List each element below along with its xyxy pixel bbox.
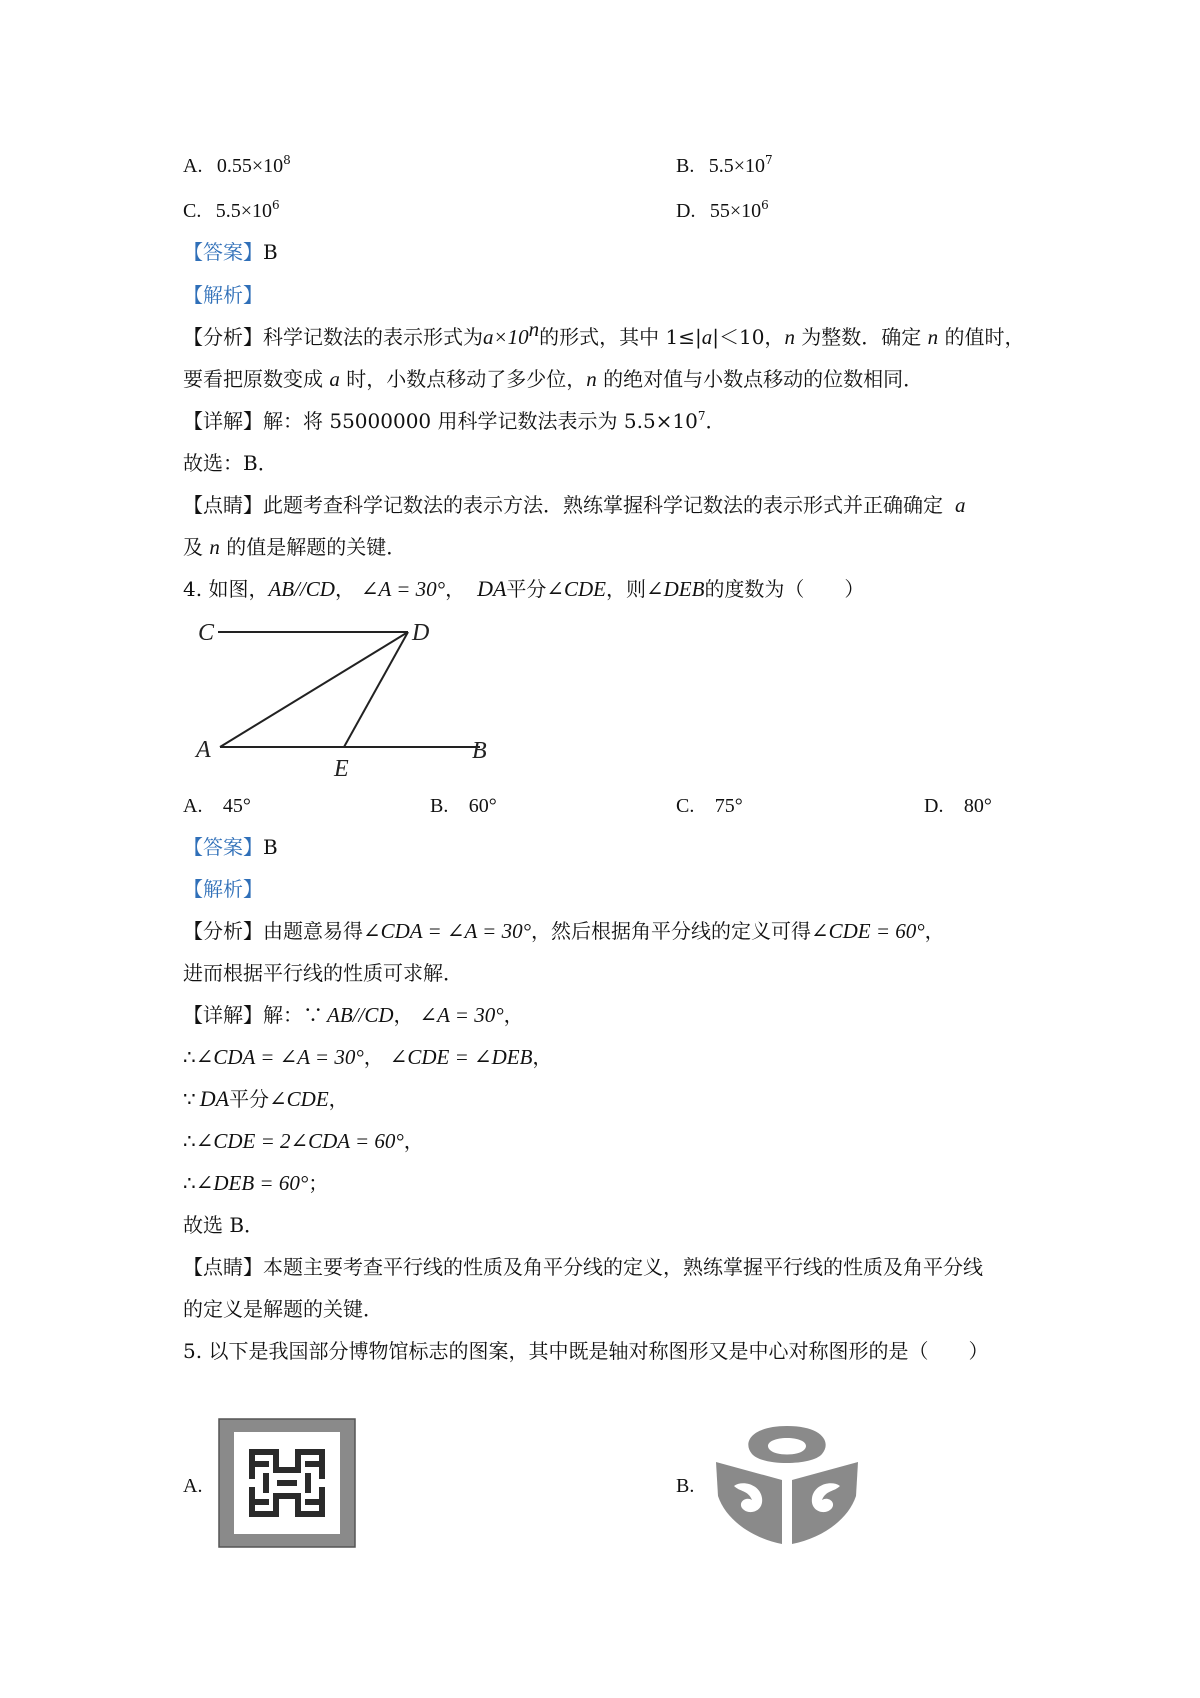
xiangjie-tag: 【详解】 [183, 1003, 263, 1027]
fenxi-tag: 【分析】 [183, 919, 263, 943]
math: a×10 [483, 325, 529, 349]
fenxi-tag: 【分析】 [183, 325, 263, 349]
math: ∠DEB = 60° [195, 1171, 309, 1195]
label-d: D [412, 620, 430, 646]
text: ， [334, 577, 355, 601]
museum-logo-b-image [712, 1420, 862, 1550]
text: 要看把原数变成 [183, 367, 330, 391]
q4-step1 [183, 1042, 552, 1072]
option-value: 55×10 [709, 200, 762, 222]
label-a: A [196, 737, 211, 763]
text: 4. 如图， [183, 577, 269, 601]
text: 时，小数点移动了多少位， [339, 367, 587, 391]
math: ∠CDE = 60° [811, 919, 925, 943]
q4-option-c [676, 790, 743, 821]
answer-tag: 【答案】 [183, 240, 263, 264]
museum-logo-a-image [218, 1418, 358, 1548]
text: ． [705, 409, 726, 433]
line-ad [220, 632, 408, 747]
text: ，则 [606, 577, 647, 601]
option-exponent: 8 [283, 153, 291, 167]
therefore-symbol: ∴ [183, 1129, 196, 1153]
option-letter: D. [924, 795, 944, 817]
math: AB//CD [268, 577, 335, 601]
line-de [344, 632, 408, 747]
q5-stem: 5. 以下是我国部分博物馆标志的图案，其中既是轴对称图形又是中心对称图形的是（ ） [183, 1339, 989, 1363]
text: ，然后根据角平分线的定义可得 [531, 919, 811, 943]
text: 平分 [229, 1087, 270, 1111]
option-exponent: 7 [764, 153, 773, 167]
option-value: 60° [468, 795, 497, 817]
text: 解：∵ [263, 1003, 323, 1027]
text: ， [393, 1003, 414, 1027]
option-exponent: 6 [271, 198, 280, 212]
q5-option-b-label [676, 1470, 694, 1501]
therefore-symbol: ∴ [183, 1045, 196, 1069]
q3-analysis-tag: 【解析】 [183, 283, 263, 307]
label-b: B [472, 738, 487, 764]
q4-fenxi-line2: 进而根据平行线的性质可求解． [183, 961, 463, 985]
q3-option-b [676, 150, 773, 181]
text: ， [532, 1045, 553, 1069]
answer-value: B [263, 835, 278, 859]
dianjing-tag: 【点睛】 [183, 1255, 263, 1279]
label-c: C [198, 620, 215, 646]
q3-fenxi-line2 [183, 364, 923, 394]
q4-option-d [924, 790, 992, 821]
q4-answer [183, 832, 278, 862]
math: n [784, 325, 795, 349]
math: a [701, 325, 713, 349]
text: 的值是解题的关键． [219, 535, 407, 559]
text: 及 [183, 535, 210, 559]
text: ， [924, 919, 945, 943]
math: ∠CDE [546, 577, 607, 601]
q3-option-d [676, 195, 769, 226]
text: ， [503, 1003, 524, 1027]
text: 由题意易得 [263, 919, 363, 943]
math: ∠A = 30° [360, 577, 446, 601]
text: ； [308, 1171, 329, 1195]
q4-option-a [183, 790, 251, 821]
math: ∠CDA = ∠A = 30° [363, 919, 531, 943]
option-exponent: 6 [761, 198, 769, 212]
text: 的绝对值与小数点移动的位数相同． [596, 367, 924, 391]
option-value: 0.55×10 [216, 155, 284, 177]
option-letter: C. [676, 795, 695, 817]
q4-step3 [183, 1126, 424, 1156]
math: ∠DEB [646, 577, 705, 601]
xiangjie-tag: 【详解】 [183, 409, 263, 433]
option-letter: B. [676, 1475, 695, 1497]
text: 解：将 55000000 用科学记数法表示为 5.5×10 [263, 409, 698, 433]
text: |＜10， [712, 325, 785, 349]
math: ∠CDA = ∠A = 30° [195, 1045, 364, 1069]
option-letter: A. [183, 1475, 203, 1497]
text: 科学记数法的表示形式为 [263, 325, 483, 349]
text: ， [445, 577, 466, 601]
answer-value: B [263, 240, 278, 264]
q4-analysis-tag: 【解析】 [183, 877, 263, 901]
math: ∠A = 30° [419, 1003, 504, 1027]
math: AB//CD [327, 1003, 394, 1027]
option-value: 45° [222, 795, 251, 817]
q3-answer [183, 237, 278, 267]
q4-choice: 故选 B． [183, 1213, 265, 1237]
math: DA [199, 1086, 230, 1111]
because-symbol: ∵ [183, 1087, 196, 1111]
q3-dianjing-line2 [183, 532, 406, 562]
therefore-symbol: ∴ [183, 1171, 196, 1195]
q3-option-a [183, 150, 291, 181]
q4-dianjing-line2: 的定义是解题的关键． [183, 1297, 383, 1321]
q5-option-a-label [183, 1470, 202, 1501]
q4-fenxi-line1 [183, 916, 945, 946]
label-e: E [334, 756, 349, 780]
option-letter: D. [676, 200, 696, 222]
option-value: 5.5×10 [215, 200, 272, 222]
q3-xiangjie [183, 406, 726, 436]
math: ∠CDE = 2∠CDA = 60° [195, 1129, 404, 1153]
option-letter: A. [183, 155, 203, 177]
math: DA [477, 576, 507, 601]
text: ， [403, 1129, 424, 1153]
exponent: 7 [697, 409, 706, 423]
q4-step2 [183, 1084, 349, 1114]
text: 的形式，其中 1≤| [539, 325, 702, 349]
option-value: 5.5×10 [708, 155, 765, 177]
option-letter: B. [430, 795, 449, 817]
math: n [209, 535, 220, 559]
text: 的值时， [938, 325, 1025, 349]
text: 平分 [506, 577, 547, 601]
text: 此题考查科学记数法的表示方法．熟练掌握科学记数法的表示形式并正确确定 [263, 493, 943, 517]
exponent: n [528, 317, 540, 341]
q3-option-c [183, 195, 280, 226]
q3-dianjing-line1 [183, 490, 966, 520]
math: a [955, 493, 966, 517]
option-letter: C. [183, 200, 202, 222]
q4-figure [190, 610, 500, 780]
dianjing-tag: 【点睛】 [183, 493, 263, 517]
text: 的度数为（ ） [704, 577, 865, 601]
option-letter: B. [676, 155, 695, 177]
math: a [329, 367, 340, 391]
text: 本题主要考查平行线的性质及角平分线的定义，熟练掌握平行线的性质及角平分线 [263, 1255, 983, 1279]
q4-dianjing-line1 [183, 1252, 983, 1282]
q4-xiangjie [183, 1000, 524, 1030]
q4-step4 [183, 1168, 328, 1198]
q3-fenxi-line1 [183, 317, 1025, 352]
math: n [586, 367, 597, 391]
answer-tag: 【答案】 [183, 835, 263, 859]
text: 为整数．确定 [794, 325, 928, 349]
q3-choice: 故选：B． [183, 451, 278, 475]
math: ∠CDE = ∠DEB [389, 1045, 533, 1069]
option-letter: A. [183, 795, 203, 817]
text: ， [363, 1045, 384, 1069]
text: ， [328, 1087, 349, 1111]
math: n [927, 325, 939, 349]
q4-stem [183, 574, 864, 604]
math: ∠CDE [269, 1087, 329, 1111]
q4-option-b [430, 790, 497, 821]
option-value: 75° [714, 795, 743, 817]
option-value: 80° [963, 795, 992, 817]
